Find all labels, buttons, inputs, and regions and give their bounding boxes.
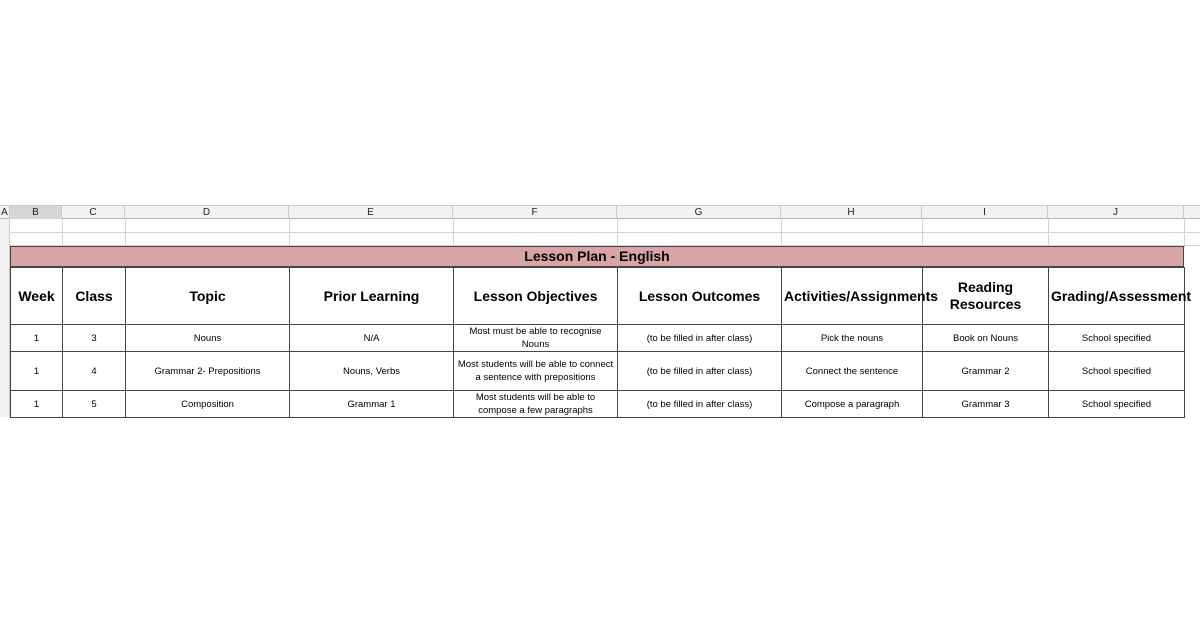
cell-prior-learning[interactable]: Grammar 1 [290,391,454,418]
column-header-j[interactable]: J [1048,206,1184,219]
cell-class[interactable]: 3 [63,325,126,352]
column-header-c[interactable]: C [62,206,125,219]
gridline [10,232,1200,233]
gridline [922,219,923,248]
cell-class[interactable]: 4 [63,352,126,391]
header-lesson-objectives[interactable]: Lesson Objectives [454,268,618,325]
header-class[interactable]: Class [63,268,126,325]
sheet-title[interactable]: Lesson Plan - English [10,246,1184,267]
cell-topic[interactable]: Nouns [126,325,290,352]
cell-grading[interactable]: School specified [1049,391,1185,418]
header-prior-learning[interactable]: Prior Learning [290,268,454,325]
cell-class[interactable]: 5 [63,391,126,418]
column-header-b[interactable]: B [10,206,62,219]
table-row [11,352,1185,391]
lesson-plan-table [10,267,1192,418]
header-lesson-outcomes[interactable]: Lesson Outcomes [618,268,782,325]
cell-prior-learning[interactable]: N/A [290,325,454,352]
gridline [289,219,290,248]
table-row [11,325,1185,352]
column-header-e[interactable]: E [289,206,453,219]
cell-lesson-outcomes[interactable]: (to be filled in after class) [618,352,782,391]
header-week[interactable]: Week [11,268,63,325]
gridline [1184,219,1185,248]
gridline [1048,219,1049,248]
cell-lesson-objectives[interactable]: Most students will be able to connect a sentence with prepositions [454,352,618,391]
cell-week[interactable]: 1 [11,391,63,418]
cell-lesson-objectives[interactable]: Most must be able to recognise Nouns [454,325,618,352]
cell-activities[interactable]: Connect the sentence [782,352,923,391]
gridline [125,219,126,248]
cell-week[interactable]: 1 [11,325,63,352]
header-activities[interactable]: Activities/Assignments [782,268,923,325]
header-topic[interactable]: Topic [126,268,290,325]
cell-activities[interactable]: Compose a paragraph [782,391,923,418]
cell-lesson-outcomes[interactable]: (to be filled in after class) [618,325,782,352]
gridline [62,219,63,248]
cell-lesson-outcomes[interactable]: (to be filled in after class) [618,391,782,418]
header-row [11,268,1185,325]
column-header-h[interactable]: H [781,206,922,219]
column-header-i[interactable]: I [922,206,1048,219]
column-header-g[interactable]: G [617,206,781,219]
header-reading-resources[interactable]: Reading Resources [923,268,1049,325]
cell-reading-resources[interactable]: Book on Nouns [923,325,1049,352]
cell-topic[interactable]: Composition [126,391,290,418]
cell-grading[interactable]: School specified [1049,352,1185,391]
cell-reading-resources[interactable]: Grammar 3 [923,391,1049,418]
column-header-bar [0,205,1200,219]
cell-lesson-objectives[interactable]: Most students will be able to compose a few paragraphs [454,391,618,418]
cell-week[interactable]: 1 [11,352,63,391]
cell-grading[interactable]: School specified [1049,325,1185,352]
column-header-f[interactable]: F [453,206,617,219]
cell-activities[interactable]: Pick the nouns [782,325,923,352]
cell-reading-resources[interactable]: Grammar 2 [923,352,1049,391]
cell-topic[interactable]: Grammar 2- Prepositions [126,352,290,391]
cell-grid[interactable] [0,219,1200,417]
column-header-a[interactable]: A [0,206,10,219]
gridline [781,219,782,248]
header-grading[interactable]: Grading/Assessment [1049,268,1185,325]
table-row [11,391,1185,418]
gridline [453,219,454,248]
column-header-d[interactable]: D [125,206,289,219]
gridline [617,219,618,248]
spreadsheet [0,205,1200,417]
cell-prior-learning[interactable]: Nouns, Verbs [290,352,454,391]
